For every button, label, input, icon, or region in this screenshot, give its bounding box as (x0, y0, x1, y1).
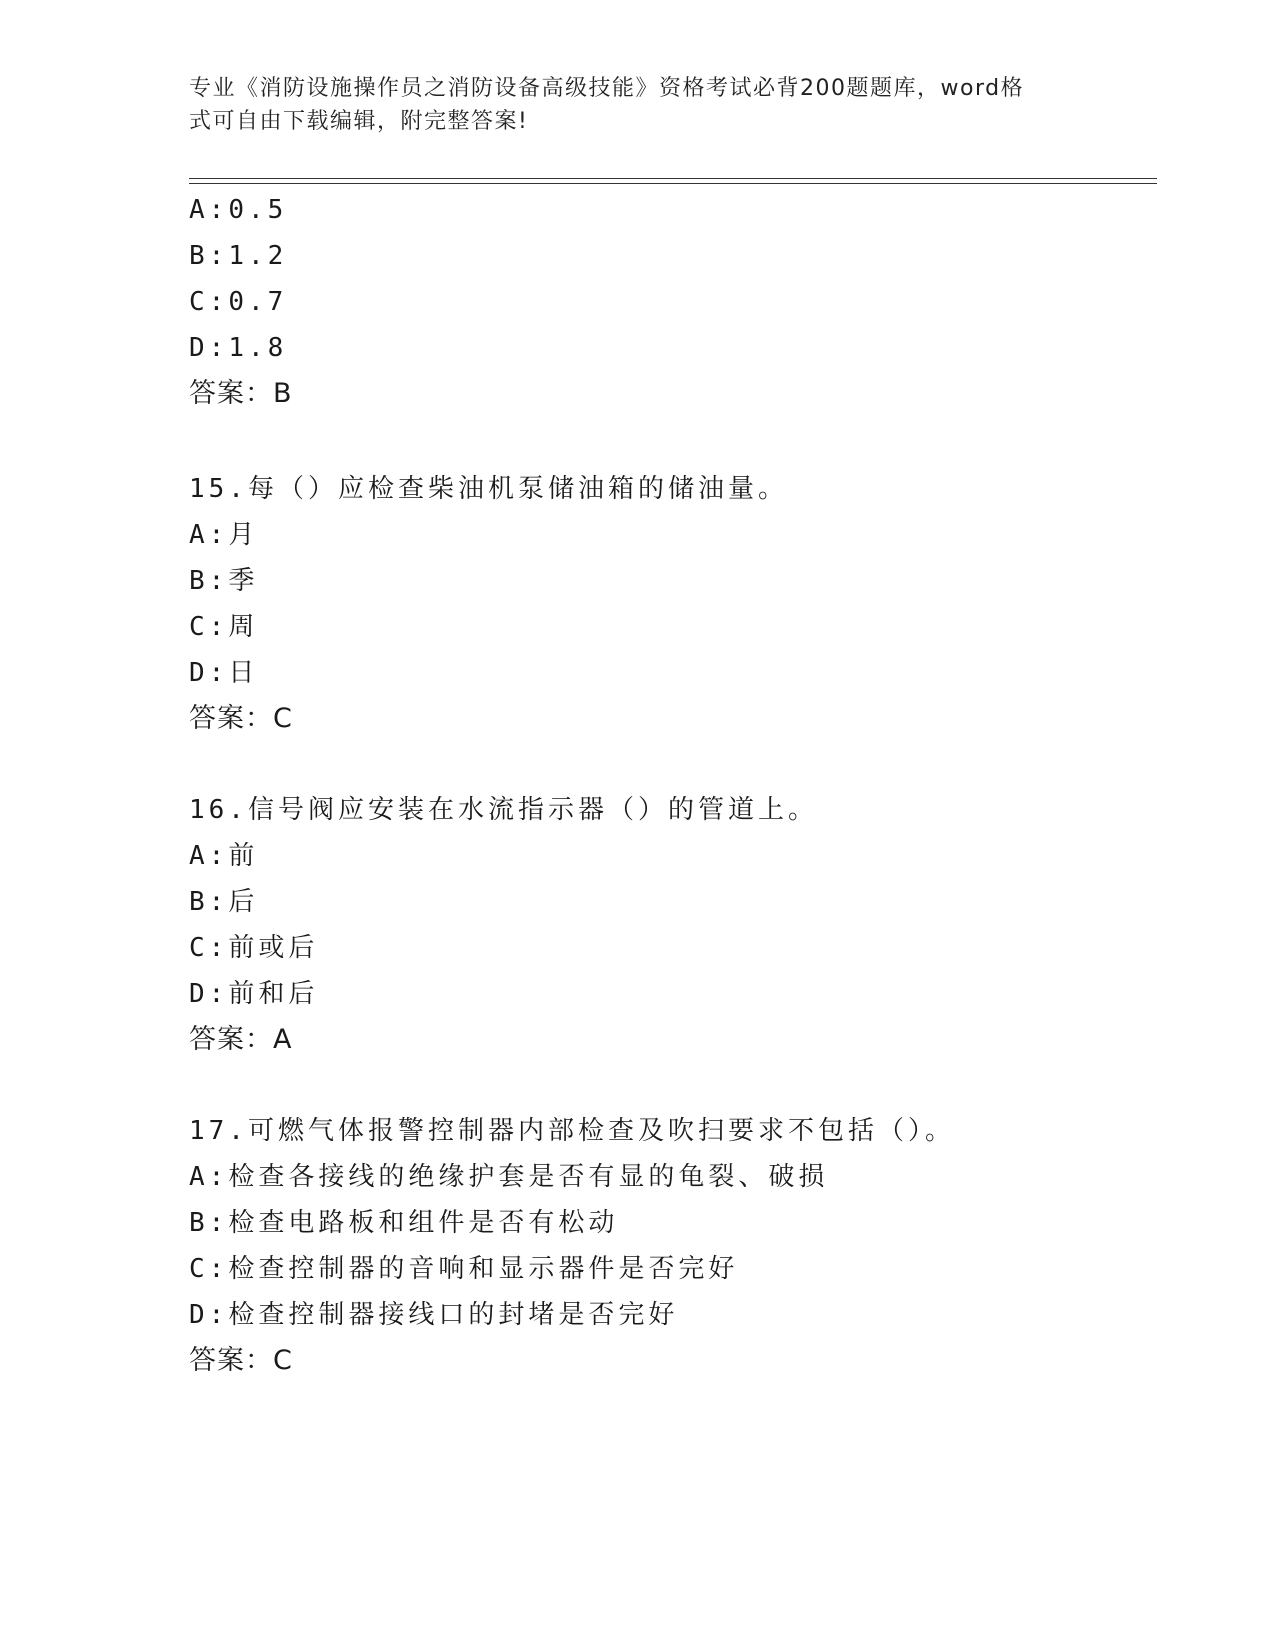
question-16 (189, 787, 1169, 1063)
question-stem: 17.可燃气体报警控制器内部检查及吹扫要求不包括（）。 (189, 1116, 955, 1146)
option-d: D:日 (189, 658, 259, 688)
option-a: A:检查各接线的绝缘护套是否有显的龟裂、破损 (189, 1162, 829, 1192)
header-divider (189, 178, 1157, 179)
question-17 (189, 1108, 1169, 1384)
question-15 (189, 466, 1169, 742)
option-c: C:周 (189, 612, 259, 642)
header-divider-second (189, 183, 1157, 184)
option-b: B:后 (189, 887, 259, 917)
option-a: A:前 (189, 841, 259, 871)
document-header (189, 72, 1089, 138)
question-stem: 16.信号阀应安装在水流指示器（）的管道上。 (189, 795, 818, 825)
question-stem: 15.每（）应检查柴油机泵储油箱的储油量。 (189, 474, 788, 504)
header-line-2: 式可自由下载编辑，附完整答案! (189, 109, 529, 134)
question-14-continued (189, 187, 1169, 417)
answer: 答案：C (189, 703, 293, 734)
option-a: A:月 (189, 520, 259, 550)
option-d: D:检查控制器接线口的封堵是否完好 (189, 1300, 679, 1330)
answer: 答案：C (189, 1345, 293, 1376)
answer: 答案：A (189, 1024, 293, 1055)
option-c: C:检查控制器的音响和显示器件是否完好 (189, 1254, 739, 1284)
option-b: B:1.2 (189, 241, 288, 271)
option-a: A:0.5 (189, 195, 288, 225)
header-line-1: 专业《消防设施操作员之消防设备高级技能》资格考试必背200题题库，word格 (189, 76, 1025, 101)
option-d: D:1.8 (189, 333, 288, 363)
option-b: B:检查电路板和组件是否有松动 (189, 1208, 619, 1238)
option-b: B:季 (189, 566, 259, 596)
option-d: D:前和后 (189, 979, 319, 1009)
answer: 答案：B (189, 378, 293, 409)
option-c: C:前或后 (189, 933, 319, 963)
option-c: C:0.7 (189, 287, 288, 317)
